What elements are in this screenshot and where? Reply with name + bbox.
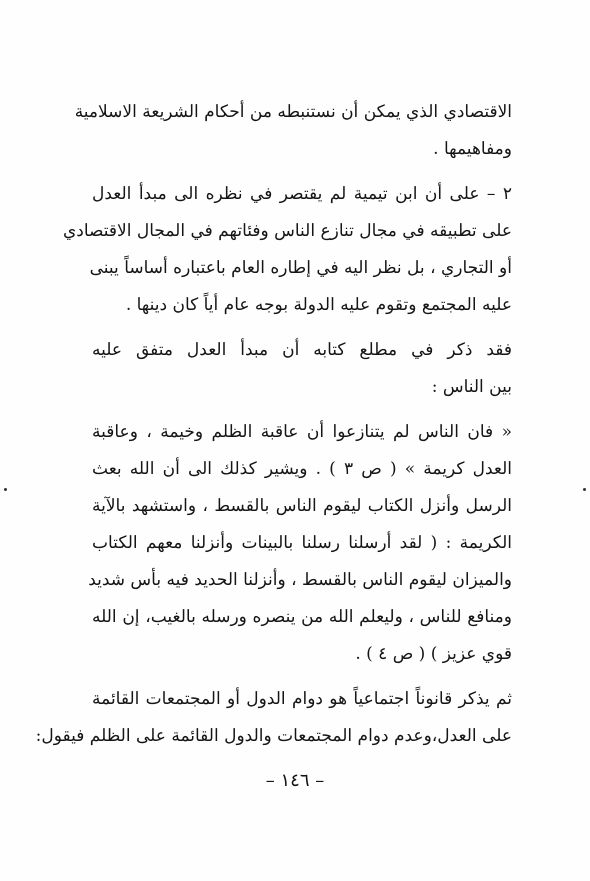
quote-line: « فان الناس لم يتنازعوا أن عاقبة الظلم وخيمة ، وعاقبة — [92, 422, 512, 442]
paragraph-start-line: ٢ – على أن ابن تيمية لم يقتصر في نظره الى مبدأ العدل — [92, 184, 512, 204]
text-line: الاقتصادي الذي يمكن أن نستنبطه من أحكام الشريعة الاسلامية — [74, 102, 512, 122]
page-number: – ١٤٦ – — [265, 770, 325, 791]
text-line: على العدل،وعدم دوام المجتمعات والدول القائمة على الظلم فيقول: — [35, 726, 512, 746]
text-line: ومفاهيمها . — [433, 139, 512, 159]
scan-dot-mark — [583, 488, 586, 491]
text-line: الرسل وأنزل الكتاب ليقوم الناس بالقسط ، واستشهد بالآية — [92, 496, 512, 516]
text-line: أو التجاري ، بل نظر اليه في إطاره العام باعتباره أساساً يبنى — [89, 258, 512, 278]
text-line: والميزان ليقوم الناس بالقسط ، وأنزلنا الحديد فيه بأس شديد — [88, 570, 512, 590]
text-line: العدل كريمة » ( ص ٣ ) . ويشير كذلك الى أن الله بعث — [92, 459, 512, 479]
text-line: عليه المجتمع وتقوم عليه الدولة بوجه عام أياً كان دينها . — [125, 295, 512, 315]
text-line: الكريمة : ( لقد أرسلنا رسلنا بالبينات وأنزلنا معهم الكتاب — [92, 533, 512, 553]
text-line: على تطبيقه في مجال تنازع الناس وفئاتهم في المجال الاقتصادي — [62, 221, 512, 241]
text-line: بين الناس : — [431, 377, 512, 397]
paragraph-start-line: فقد ذكر في مطلع كتابه أن مبدأ العدل متفق عليه — [92, 340, 512, 360]
text-line: قوي عزيز ) ( ص ٤ ) . — [355, 644, 512, 664]
body-text — [35, 94, 512, 755]
scan-dot-mark — [4, 488, 7, 491]
paragraph-start-line: ثم يذكر قانوناً اجتماعياً هو دوام الدول أو المجتمعات القائمة — [92, 689, 512, 709]
text-line: ومنافع للناس ، وليعلم الله من ينصره ورسله بالغيب، إن الله — [92, 607, 512, 627]
